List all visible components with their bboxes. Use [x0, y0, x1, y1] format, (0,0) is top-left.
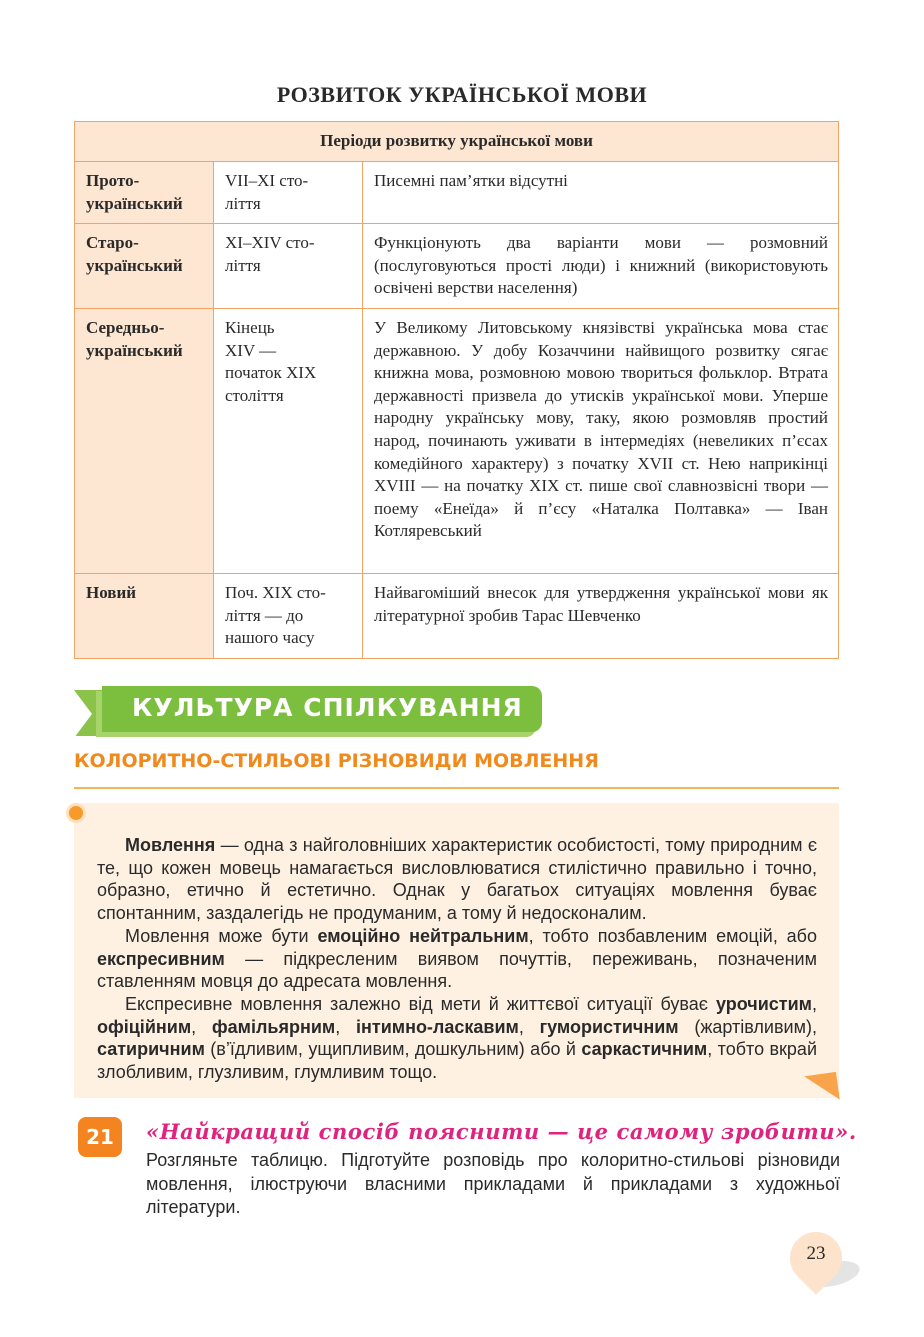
term: експресивним — [97, 948, 225, 969]
banner-notch — [74, 690, 92, 738]
table-row — [75, 308, 839, 573]
period-description: У Великому Литовському князівстві українська мова стає державною. У добу Козаччини найвищого розвитку сягає книжна мова, розмовною мовою твориться фольклор. Втрата державності призвела до утисків української мови. Уперше народну українську мову, таку, якою розмовляв простий народ, починають уживати в інтермедіях (невеликих п’єсах комедійного характеру) з початку XVII ст. Нею наприкінці XVIII — на початку XIX ст. пише свої славнозвісні твори — поему «Енеїда» й п’єсу «Наталка Полтавка» — Іван Котляревський — [363, 308, 839, 573]
section-subheading: КОЛОРИТНО-СТИЛЬОВІ РІЗНОВИДИ МОВЛЕННЯ — [74, 750, 599, 772]
text-span: , — [191, 1016, 212, 1037]
period-name: Прото- український — [75, 162, 214, 224]
term: урочистим — [715, 993, 812, 1014]
text-span: , тобто позбавленим емоцій, або — [528, 925, 818, 946]
text-span: — підкресленим виявом почуттів, переживань, позначеним ставленням мовця до адресата мовлення. — [97, 948, 817, 992]
period-name: Старо- український — [75, 224, 214, 309]
period-time: VII–XI сто- ліття — [214, 162, 363, 224]
info-box-text — [97, 834, 817, 1084]
table-row — [75, 162, 839, 224]
table-row — [75, 224, 839, 309]
term: фамільярним — [211, 1016, 336, 1037]
text-span: , — [518, 1016, 540, 1037]
table-row — [75, 573, 839, 658]
task-quote: «Найкращий спосіб пояснити — це самому зробити». — [146, 1119, 857, 1144]
period-description: Писемні пам’ятки відсутні — [363, 162, 839, 224]
term: інтимно-ласкавим — [356, 1016, 519, 1037]
section-title: КУЛЬТУРА СПІЛКУВАННЯ — [132, 693, 523, 722]
term: сатиричним — [97, 1039, 205, 1060]
period-time: XI–XIV сто- ліття — [214, 224, 363, 309]
task-text: Розгляньте таблицю. Підготуйте розповідь про колоритно-стильові різновиди мовлення, ілюструючи власними прикладами й прикладами з художньої літератури. — [146, 1150, 840, 1217]
period-name: Новий — [75, 573, 214, 658]
text-span: , тобто вкрай злобливим, глузливим, глумливим тощо. — [97, 1039, 817, 1083]
term: емоційно нейтральним — [317, 925, 529, 946]
paragraph — [97, 993, 817, 1084]
text-span: (в’їдливим, ущипливим, дошкульним) або й — [204, 1039, 582, 1060]
term: Мовлення — [125, 835, 216, 855]
period-description: Найвагоміший внесок для утвердження української мови як літературної зробив Тарас Шевченко — [363, 573, 839, 658]
task-number-badge: 21 — [78, 1117, 122, 1157]
bullet-dot-icon — [66, 803, 86, 823]
term: офіційним — [97, 1016, 192, 1037]
subheading-divider — [74, 787, 839, 789]
text-span: Експресивне мовлення залежно від мети й життєвої ситуації буває — [125, 993, 716, 1014]
period-time: Поч. XIX сто- ліття — до нашого часу — [214, 573, 363, 658]
term: саркастичним — [581, 1039, 708, 1060]
text-span: , — [335, 1016, 356, 1037]
text-span: (жартівливим), — [678, 1016, 817, 1037]
table-header-row — [75, 122, 839, 162]
period-time: Кінець XIV — початок XIX століття — [214, 308, 363, 573]
text-span: Мовлення може бути — [125, 925, 318, 946]
text-span: , — [811, 993, 817, 1014]
periods-table — [74, 121, 839, 659]
paragraph — [97, 925, 817, 993]
term: гумористичним — [539, 1016, 679, 1037]
table-header: Періоди розвитку української мови — [75, 122, 839, 162]
page-number: 23 — [806, 1243, 826, 1264]
period-description: Функціонують два варіанти мови — розмовний (послуговуються прості люди) і книжний (використовують освічені верстви населення) — [363, 224, 839, 309]
page-title: РОЗВИТОК УКРАЇНСЬКОЇ МОВИ — [276, 82, 648, 107]
period-name: Середньо- український — [75, 308, 214, 573]
paragraph — [97, 834, 817, 925]
text-span: — одна з найголовніших характеристик особистості, тому природним є те, що кожен мовець намагається висловлюватися стилістично правильно і точно, образно, етично й естетично. Однак у багатьох ситуаціях мовлення буває спонтанним, заздалегідь не продуманим, а тому й недосконалим. — [97, 835, 817, 924]
